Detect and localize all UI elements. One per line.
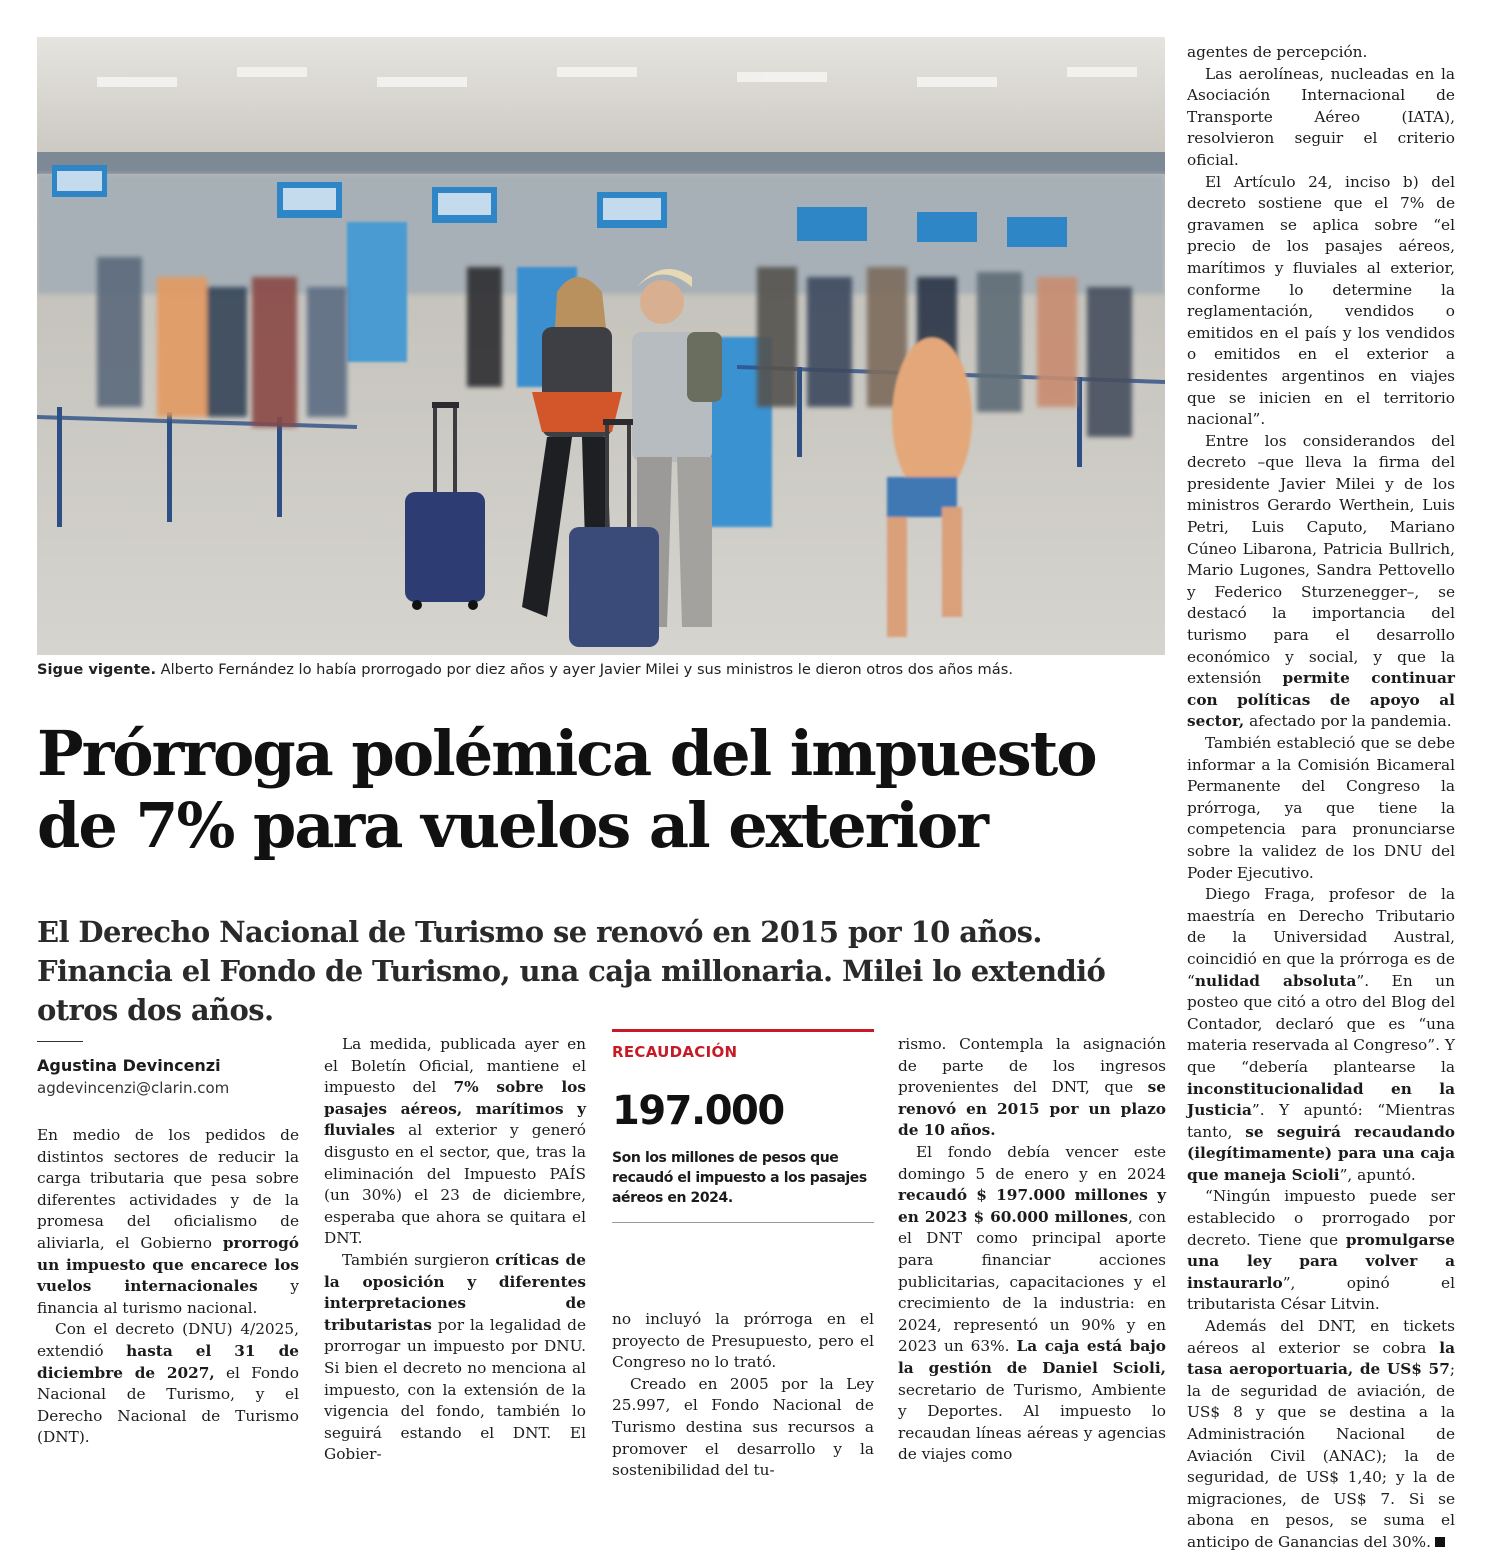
caption-text: Alberto Fernández lo había prorrogado por diez años y ayer Javier Milei y sus ministros le dieron otros dos años más. (156, 661, 1013, 678)
bold-run: se seguirá recaudando (ilegítimamente) para una caja que maneja Scioli (1187, 1122, 1455, 1184)
paragraph (37, 1125, 299, 1319)
paragraph (612, 1309, 874, 1374)
stat-box-divider (612, 1222, 874, 1223)
text-run: ”, opinó el tributarista César Litvin. (1187, 1273, 1455, 1314)
text-run: También estableció que se debe informar a la Comisión Bicameral Permanente del Congreso la prórroga, ya que tiene la competencia para pronunciarse sobre la validez de los DNU del Poder Ejecutivo. (1187, 734, 1455, 882)
paragraph (1187, 42, 1455, 64)
airport-photo-illustration (37, 37, 1165, 655)
text-run: Además del DNT, en tickets aéreos al exterior se cobra (1187, 1317, 1455, 1357)
paragraph (1187, 733, 1455, 884)
text-run: La medida, publicada ayer en el Boletín Oficial, mantiene el impuesto del (324, 1035, 586, 1097)
text-run: “Ningún impuesto puede ser establecido o prorrogado por decreto. Tiene que (1187, 1187, 1455, 1249)
article-column-3 (612, 1309, 874, 1482)
bold-run: recaudó $ 197.000 millones y en 2023 $ 60.000 millones (898, 1186, 1166, 1226)
stat-box-label: RECAUDACIÓN (612, 1043, 738, 1061)
author-name: Agustina Devincenzi (37, 1056, 221, 1075)
text-run: rismo. Contempla la asignación de parte de los ingresos provenientes del DNT, que (898, 1035, 1166, 1097)
paragraph (612, 1374, 874, 1482)
paragraph (37, 1319, 299, 1449)
text-run: ”, apuntó. (1339, 1165, 1416, 1184)
paragraph (1187, 64, 1455, 172)
text-run: Creado en 2005 por la Ley 25.997, el Fondo Nacional de Turismo destina sus recursos a promover el desarrollo y la sostenibilidad del tu- (612, 1374, 874, 1480)
bold-run: hasta el 31 de diciembre de 2027, (37, 1341, 299, 1382)
paragraph (1187, 1316, 1455, 1554)
stat-box-header (612, 1029, 874, 1072)
stat-box (612, 1029, 874, 1223)
bold-run: inconstitucionalidad en la Justicia (1187, 1079, 1455, 1120)
text-run: ”. Y apuntó: “Mientras tanto, (1187, 1101, 1455, 1141)
author-divider (37, 1041, 83, 1042)
article-column-2 (324, 1034, 586, 1466)
bold-run: permite continuar con políticas de apoyo al sector, (1187, 669, 1455, 731)
paragraph (324, 1250, 586, 1466)
text-run: afectado por la pandemia. (1244, 712, 1452, 731)
text-run: , con el DNT como principal aporte para financiar acciones publicitarias, capacitaciones y el crecimiento de la industria: en 2024, representó un 90% y en 2023 un 63%. (898, 1207, 1166, 1356)
text-run: El Artículo 24, inciso b) del decreto sostiene que el 7% de gravamen se aplica sobre “el precio de los pasajes aéreos, marítimos y fluviales al exterior, conforme lo determine la reglamentación, vendidos o emitidos en el país y los vendidos o emitidos en el exterior a residentes argentinos en viajes que se inicien en el territorio nacional”. (1187, 172, 1455, 429)
bold-run: La caja está bajo la gestión de Daniel Scioli, (898, 1337, 1166, 1377)
text-run: ; la de seguridad de aviación, de US$ 8 y que se destina a la Administración Nacional de Aviación Civil (ANAC); la de seguridad, de US$ 1,40; y la de migraciones, de US$ 7. Si se abona en pesos, se suma el anticipo de Ganancias del 30%. (1187, 1360, 1455, 1551)
stat-box-figure: 197.000 (612, 1088, 784, 1134)
caption-lead: Sigue vigente. (37, 661, 156, 678)
bold-run: promulgarse una ley para volver a instaurarlo (1187, 1230, 1455, 1292)
stat-box-description: Son los millones de pesos que recaudó el impuesto a los pasajes aéreos en 2024. (612, 1150, 867, 1206)
text-run: y financia al turismo nacional. (37, 1277, 299, 1317)
headline: Prórroga polémica del impuesto de 7% para vuelos al exterior (37, 717, 1096, 862)
text-run: el Fondo Nacional de Turismo, y el Derecho Nacional de Turismo (DNT). (37, 1363, 299, 1447)
bold-run: la tasa aeroportuaria, de US$ 57 (1187, 1338, 1455, 1379)
text-run: Entre los considerandos del decreto –que lleva la firma del presidente Javier Milei y de los ministros Gerardo Werthein, Luis Petri, Luis Caputo, Mariano Cúneo Libarona, Patricia Bullrich, Mario Lugones, Sandra Pettovello y Federico Sturzenegger–, se destacó la importancia del turismo para el desarrollo económico y social, y que la extensión (1187, 431, 1455, 688)
bold-run: críticas de la oposición y diferentes interpretaciones de tributaristas (324, 1250, 586, 1334)
article-column-5 (1187, 42, 1455, 1554)
paragraph (1187, 884, 1455, 1186)
paragraph (324, 1034, 586, 1250)
paragraph (1187, 1186, 1455, 1316)
text-run: secretario de Turismo, Ambiente y Deportes. Al impuesto lo recaudan líneas aéreas y agencias de viajes como (898, 1380, 1166, 1464)
paragraph (1187, 172, 1455, 431)
bold-run: prorrogó un impuesto que encarece los vuelos internacionales (37, 1233, 299, 1296)
text-run: Con el decreto (DNU) 4/2025, extendió (37, 1320, 299, 1360)
bold-run: nulidad absoluta (1194, 971, 1357, 990)
subheadline: El Derecho Nacional de Turismo se renovó en 2015 por 10 años. Financia el Fondo de Turismo, una caja millonaria. Milei lo extendió otros dos años. (37, 915, 1106, 1027)
text-run: por la legalidad de prorrogar un impuesto por DNU. Si bien el decreto no menciona al impuesto, con la extensión de la vigencia del fondo, también lo seguirá estando el DNT. El Gobier- (324, 1315, 586, 1464)
photo-caption (37, 661, 1165, 678)
text-run: al exterior y generó disgusto en el sector, que, tras la eliminación del Impuesto PAÍS (un 30%) el 23 de diciembre, esperaba que ahora se quitara el DNT. (324, 1121, 586, 1248)
end-of-article-mark (1435, 1537, 1445, 1547)
paragraph (898, 1142, 1166, 1466)
author-email[interactable]: agdevincenzi@clarin.com (37, 1079, 230, 1097)
bold-run: 7% sobre los pasajes aéreos, marítimos y fluviales (324, 1078, 586, 1140)
article-column-1 (37, 1125, 299, 1449)
text-run: agentes de percepción. (1187, 43, 1368, 61)
text-run: También surgieron (342, 1250, 496, 1269)
text-run: Las aerolíneas, nucleadas en la Asociación Internacional de Transporte Aéreo (IATA), resolvieron seguir el criterio oficial. (1187, 64, 1455, 169)
article-column-4 (898, 1034, 1166, 1466)
text-run: Diego Fraga, profesor de la maestría en Derecho Tributario de la Universidad Austral, coincidió en que la prórroga es de “ (1187, 885, 1455, 990)
article-photo (37, 37, 1165, 655)
paragraph (1187, 431, 1455, 733)
text-run: En medio de los pedidos de distintos sectores de reducir la carga tributaria que pesa sobre diferentes actividades y de la promesa del oficialismo de aliviarla, el Gobierno (37, 1126, 299, 1252)
paragraph (898, 1034, 1166, 1142)
text-run: ”. En un posteo que citó a otro del Blog del Contador, declaró que es “una materia reservada al Congreso”. Y que “debería plantearse la (1187, 971, 1455, 1076)
text-run: El fondo debía vencer este domingo 5 de enero y en 2024 (898, 1142, 1166, 1183)
text-run: no incluyó la prórroga en el proyecto de Presupuesto, pero el Congreso no lo trató. (612, 1310, 874, 1372)
bold-run: se renovó en 2015 por un plazo de 10 años. (898, 1078, 1166, 1140)
